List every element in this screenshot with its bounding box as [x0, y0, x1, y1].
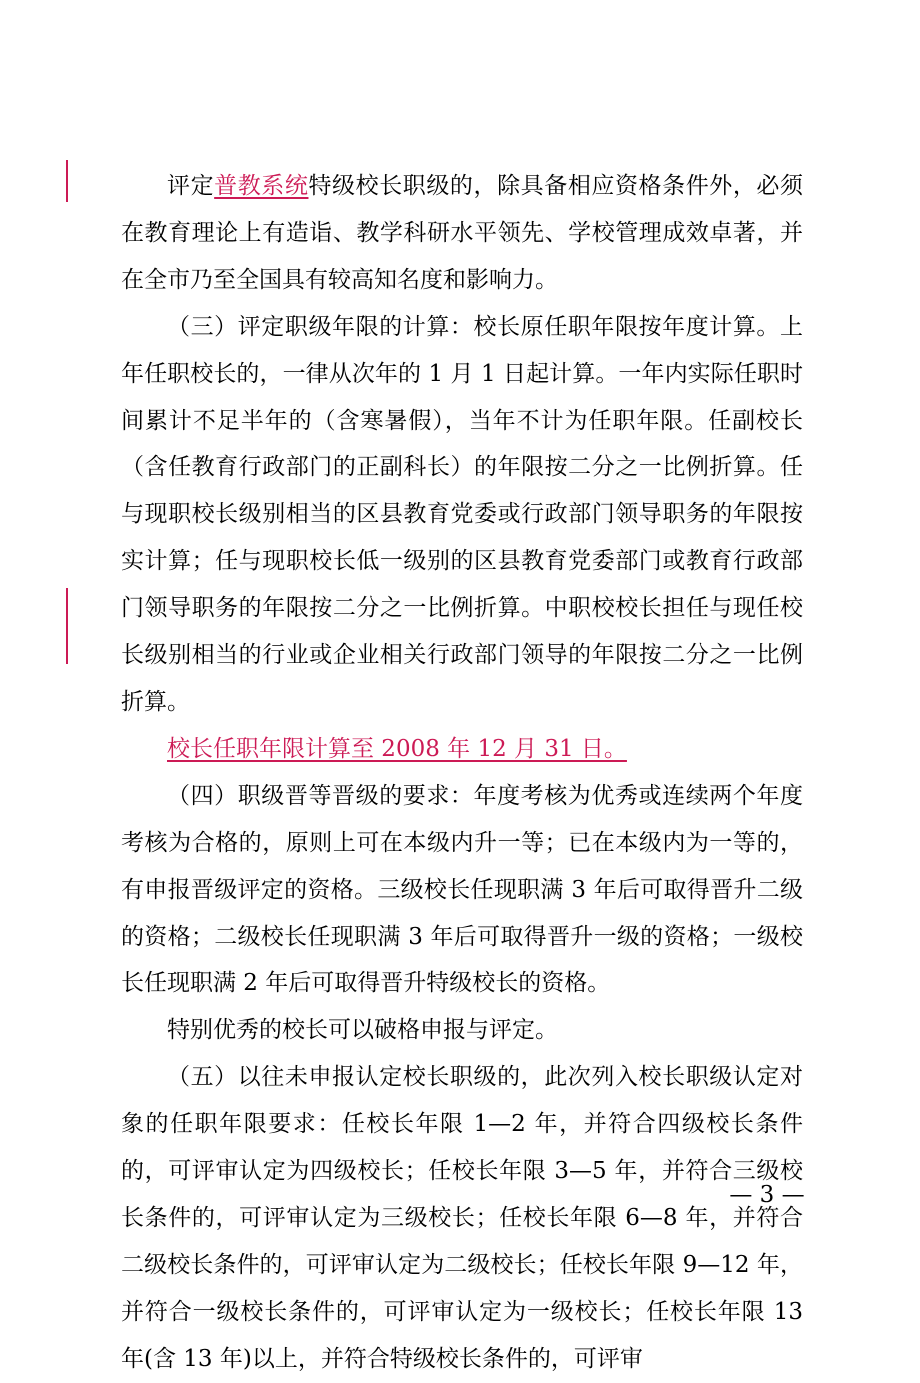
- text-run: （四）职级晋等晋级的要求：年度考核为优秀或连续两个年度考核为合格的，原则上可在本级内升一等；已在本级内为一等的，有申报晋级评定的资格。三级校长任现职满 3 年后可取得晋升二级的资格；二级校长任现职满 3 年后可取得晋升一级的资格；一级校长任现职满 2 年后可取得晋升特级校长的资格。: [121, 782, 803, 997]
- revision-bar: [66, 588, 68, 664]
- text-run: （五）以往未申报认定校长职级的，此次列入校长职级认定对象的任职年限要求：任校长年限 1—2 年，并符合四级校长条件的，可评审认定为四级校长；任校长年限 3—5 年，并符合三级校长条件的，可评审认定为三级校长；任校长年限 6—8 年，并符合二级校长条件的，可评审认定为二级校长；任校长年限 9—12 年，并符合一级校长条件的，可评审认定为一级校长；任校长年限 13 年(含 13 年)以上，并符合特级校长条件的，可评审: [121, 1064, 803, 1372]
- text-run: （三）评定职级年限的计算：校长原任职年限按年度计算。上年任职校长的，一律从次年的 1 月 1 日起计算。一年内实际任职时间累计不足半年的（含寒暑假），当年不计为任职年限。任副校长（含任教育行政部门的正副科长）的年限按二分之一比例折算。任与现职校长级别相当的区县教育党委或行政部门领导职务的年限按实计算；任与现职校长低一级别的区县教育党委部门或教育行政部门领导职务的年限按二分之一比例折算。中职校校长担任与现任校长级别相当的行业或企业相关行政部门领导的年限按二分之一比例折算。: [121, 313, 803, 715]
- revision-bar: [66, 160, 68, 202]
- paragraph: [121, 1007, 803, 1054]
- revision-text: 普教系统: [214, 173, 309, 199]
- paragraph: [121, 1054, 803, 1382]
- paragraph: [121, 773, 803, 1008]
- page-number: — 3 —: [729, 1182, 805, 1208]
- text-run: 特别优秀的校长可以破格申报与评定。: [167, 1017, 558, 1044]
- paragraph: [121, 163, 803, 304]
- paragraph: [121, 726, 803, 773]
- document-body: [121, 163, 803, 1383]
- revision-text: 校长任职年限计算至 2008 年 12 月 31 日。: [167, 735, 627, 762]
- paragraph: [121, 304, 803, 726]
- text-run: 特级校长职级的，除具备相应资格条件外，必须在教育理论上有造诣、教学科研水平领先、学校管理成效卓著，并在全市乃至全国具有较高知名度和影响力。: [121, 173, 804, 293]
- text-run: 评定: [167, 173, 215, 199]
